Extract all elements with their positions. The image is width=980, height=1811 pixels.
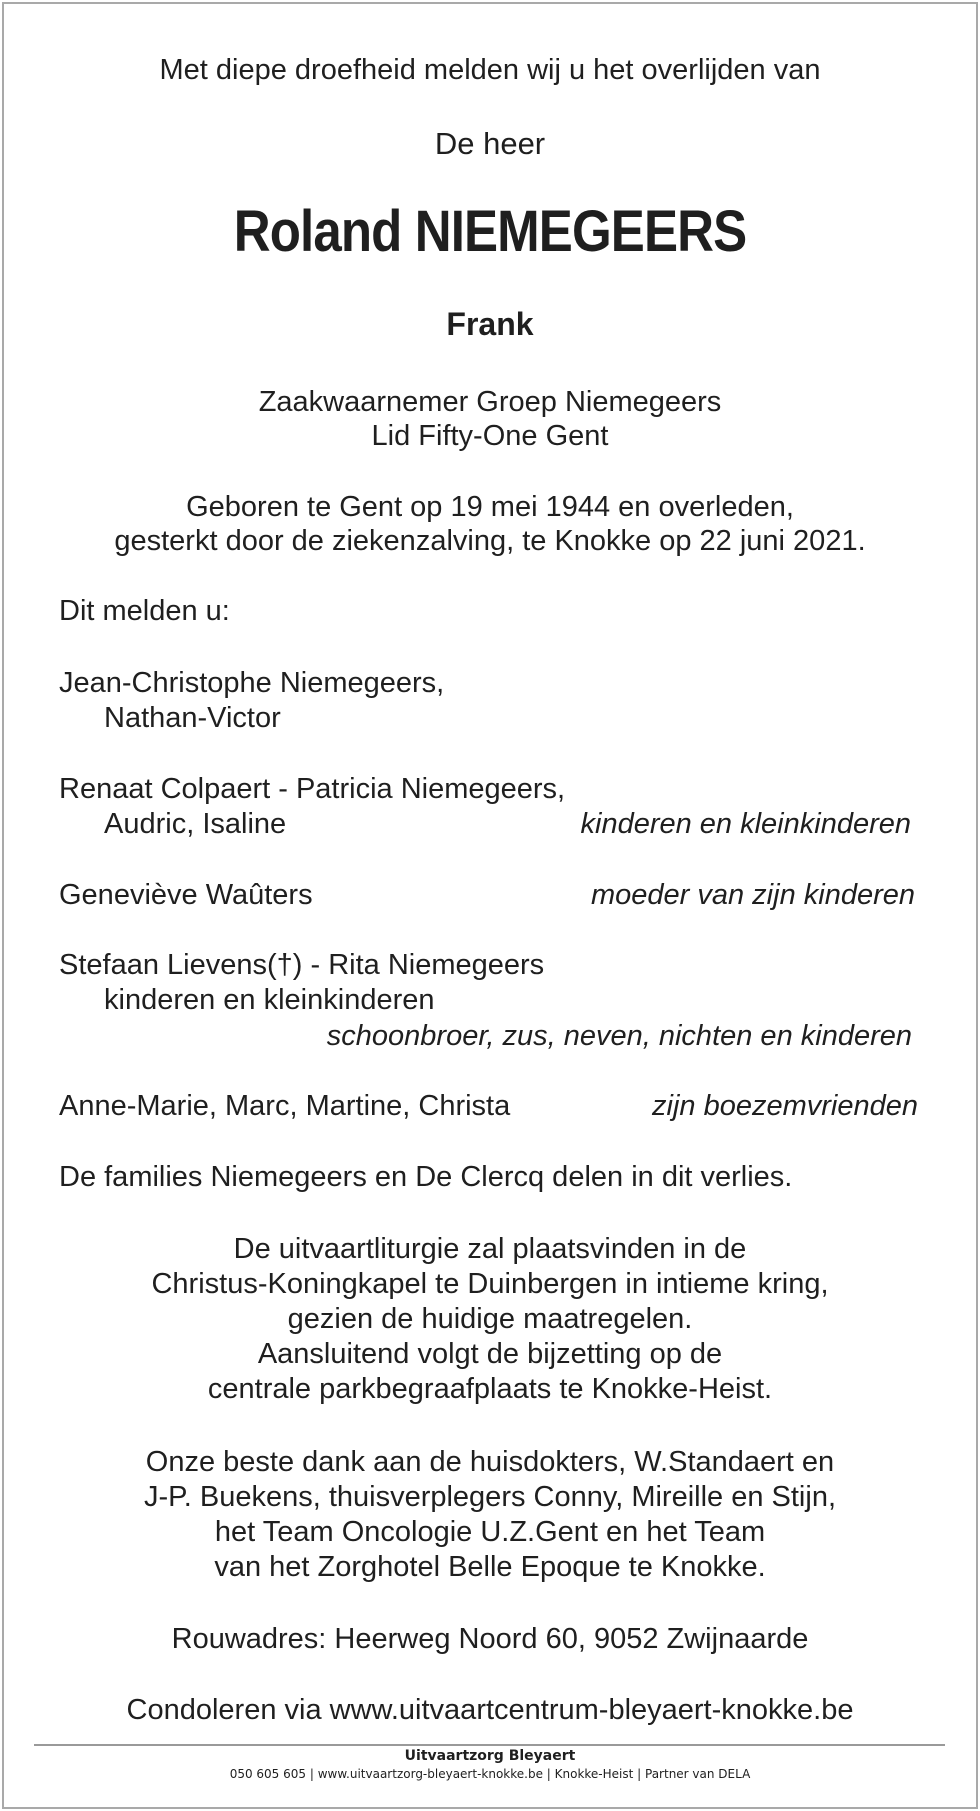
condolence-link[interactable]: Condoleren via www.uitvaartcentrum-bleyaert-knokke.be <box>126 1694 854 1726</box>
role-line: Zaakwaarnemer Groep Niemegeers <box>258 386 722 418</box>
intro-text: Met diepe droefheid melden wij u het overlijden van <box>159 54 821 86</box>
family-member: Jean-Christophe Niemegeers, <box>59 667 445 699</box>
family-heading: Dit melden u: <box>59 595 230 627</box>
relation-label: kinderen en kleinkinderen <box>580 808 911 840</box>
role-line: Lid Fifty-One Gent <box>371 420 609 452</box>
family-member: Nathan-Victor <box>104 702 281 734</box>
ceremony-line: gezien de huidige maatregelen. <box>287 1303 693 1335</box>
footer-divider <box>34 1744 945 1746</box>
family-member: Geneviève Waûters <box>59 879 313 911</box>
relation-label: schoonbroer, zus, neven, nichten en kinderen <box>326 1020 912 1052</box>
birth-death-line: Geboren te Gent op 19 mei 1944 en overleden, <box>186 491 794 523</box>
ceremony-line: Christus-Koningkapel te Duinbergen in intieme kring, <box>151 1268 829 1300</box>
thanks-line: het Team Oncologie U.Z.Gent en het Team <box>214 1516 766 1548</box>
birth-death-line: gesterkt door de ziekenzalving, te Knokke op 22 juni 2021. <box>114 525 866 557</box>
funeral-company: Uitvaartzorg Bleyaert <box>404 1748 576 1764</box>
thanks-line: Onze beste dank aan de huisdokters, W.Standaert en <box>145 1446 835 1478</box>
deceased-name: Roland NIEMEGEERS <box>233 199 747 264</box>
family-member: kinderen en kleinkinderen <box>104 984 435 1016</box>
family-member: Renaat Colpaert - Patricia Niemegeers, <box>59 773 566 805</box>
relation-label: moeder van zijn kinderen <box>590 879 915 911</box>
ceremony-line: centrale parkbegraafplaats te Knokke-Heist. <box>207 1373 773 1405</box>
funeral-company-info: 050 605 605 | www.uitvaartzorg-bleyaert-knokke.be | Knokke-Heist | Partner van DELA <box>229 1767 751 1781</box>
thanks-line: van het Zorghotel Belle Epoque te Knokke. <box>214 1551 766 1583</box>
mourning-address: Rouwadres: Heerweg Noord 60, 9052 Zwijnaarde <box>171 1623 809 1655</box>
family-member: Stefaan Lievens(†) - Rita Niemegeers <box>59 949 545 981</box>
family-member: Audric, Isaline <box>104 808 287 840</box>
nickname: Frank <box>446 306 534 342</box>
ceremony-line: De uitvaartliturgie zal plaatsvinden in de <box>233 1233 747 1265</box>
thanks-line: J-P. Buekens, thuisverplegers Conny, Mireille en Stijn, <box>143 1481 837 1513</box>
relation-label: zijn boezemvrienden <box>652 1090 918 1122</box>
family-member: Anne-Marie, Marc, Martine, Christa <box>59 1090 511 1122</box>
ceremony-line: Aansluitend volgt de bijzetting op de <box>257 1338 723 1370</box>
salutation: De heer <box>434 126 546 161</box>
families-line: De families Niemegeers en De Clercq delen in dit verlies. <box>59 1161 793 1193</box>
